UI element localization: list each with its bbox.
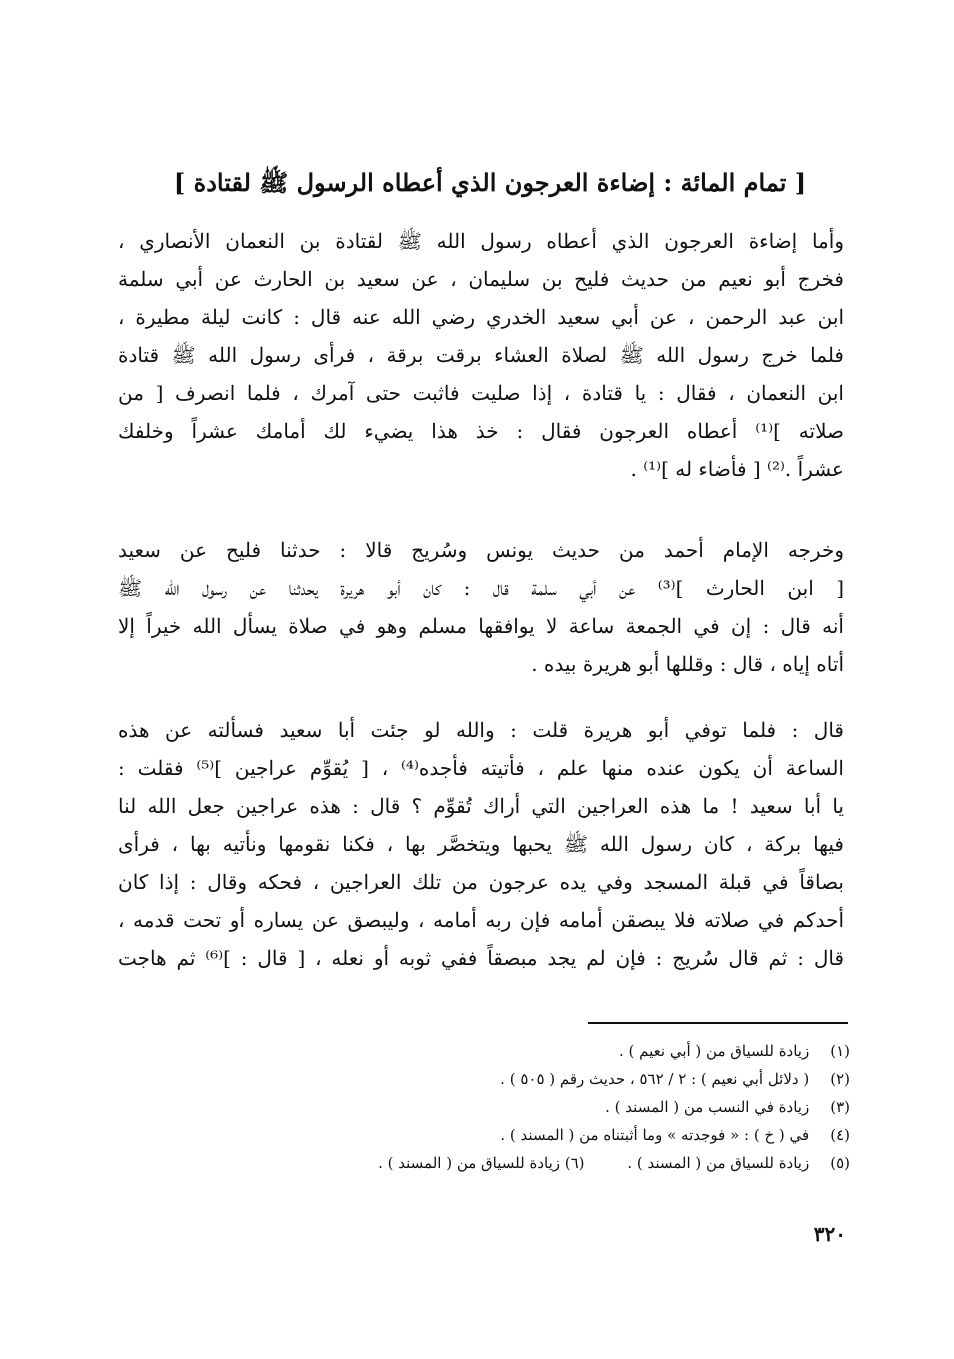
- paragraph-2: [118, 531, 844, 683]
- footnotes: [280, 1037, 850, 1177]
- footnote-item: [280, 1121, 850, 1149]
- footnote-number: (٤): [830, 1126, 850, 1144]
- footnote-item: [280, 1093, 850, 1121]
- text-line: ابن النعمان ، فقال : يا قتادة ، إذا صليت فاثبت حتى آمرك ، فلما انصرف [ من: [118, 381, 844, 405]
- footnote-text: زيادة للسياق من ( أبي نعيم ) .: [618, 1042, 810, 1060]
- text-line: قال : فلما توفي أبو هريرة قلت : والله لو جئت أبا سعيد فسألته عن هذه: [118, 718, 844, 742]
- text-line: ابن عبد الرحمن ، عن أبي سعيد الخدري رضي الله عنه قال : كانت ليلة مطيرة ،: [118, 305, 844, 329]
- text-line: فيها بركة ، كان رسول الله ﷺ يحبها ويتخصَّر بها ، فكنا نقومها ونأتيه بها ، فرأى: [118, 832, 844, 856]
- text-line: فخرج أبو نعيم من حديث فليح بن سليمان ، عن سعيد بن الحارث عن أبي سلمة: [118, 267, 844, 291]
- text-line: أنه قال : إن في الجمعة ساعة لا يوافقها مسلم وهو في صلاة يسأل الله خيراً إلا: [118, 614, 844, 638]
- text-line: وأما إضاءة العرجون الذي أعطاه رسول الله ﷺ لقتادة بن النعمان الأنصاري ،: [118, 229, 844, 253]
- page-number: ٣٢٠: [813, 1222, 846, 1246]
- footnote-item: [280, 1037, 850, 1065]
- text-line: وخرجه الإمام أحمد من حديث يونس وسُريج قالا : حدثنا فليح عن سعيد: [118, 538, 844, 562]
- paragraph-3: [118, 711, 844, 977]
- footnote-number: (٥): [830, 1154, 850, 1172]
- text-line: [ ابن الحارث ]⁽³⁾ عن أبي سلمة قال : كان أبو هريرة يحدثنا عن رسول الله ﷺ: [118, 576, 844, 600]
- text-line: أتاه إياه ، قال : وقللها أبو هريرة بيده .: [531, 652, 844, 676]
- footnote-text: زيادة في النسب من ( المسند ) .: [605, 1098, 810, 1116]
- paragraph-1: [118, 222, 844, 488]
- footnote-number: (٣): [830, 1098, 850, 1116]
- text-line: أحدكم في صلاته فلا يبصقن أمامه فإن ربه أمامه ، وليبصق عن يساره أو تحت قدمه ،: [118, 908, 844, 932]
- footnote-number: (١): [830, 1042, 850, 1060]
- text-line: قال : ثم قال سُريج : فإن لم يجد مبصقاً ففي ثوبه أو نعله ، [ قال : ]⁽⁶⁾ ثم هاجت: [118, 946, 844, 970]
- text-line: فلما خرج رسول الله ﷺ لصلاة العشاء برقت برقة ، فرأى رسول الله ﷺ قتادة: [118, 343, 844, 367]
- text-line: الساعة أن يكون عنده منها علم ، فأتيته فأجده⁽⁴⁾ ، [ يُقوِّم عراجين ]⁽⁵⁾ فقلت :: [118, 756, 844, 780]
- footnote-text: زيادة للسياق من ( المسند ) .: [627, 1154, 810, 1172]
- section-heading: [ تمام المائة : إضاءة العرجون الذي أعطاه الرسول ﷺ لقتادة ]: [173, 168, 807, 197]
- text-line: صلاته ]⁽¹⁾ أعطاه العرجون فقال : خذ هذا يضيء لك أمامك عشراً وخلفك: [118, 419, 844, 443]
- footnote-text: ( دلائل أبي نعيم ) : ٢ / ٥٦٢ ، حديث رقم ( ٥٠٥ ) .: [500, 1070, 810, 1088]
- footnote-item: [280, 1065, 850, 1093]
- footnote-number: (٢): [830, 1070, 850, 1088]
- footnote-text: في ( خ ) : « فوجدته » وما أثبتناه من ( المسند ) .: [500, 1126, 810, 1144]
- text-line: بصاقاً في قبلة المسجد وفي يده عرجون من تلك العراجين ، فحكه وقال : إذا كان: [118, 870, 844, 894]
- footnote-text-secondary: (٦) زيادة للسياق من ( المسند ) .: [378, 1154, 585, 1172]
- footnote-item: [280, 1149, 850, 1177]
- text-line: عشراً .⁽²⁾ [ فأضاء له ]⁽¹⁾ .: [630, 457, 844, 481]
- text-line: يا أبا سعيد ! ما هذه العراجين التي أراك تُقوِّم ؟ قال : هذه عراجين جعل الله لنا: [118, 794, 844, 818]
- footnote-divider: [588, 1022, 848, 1024]
